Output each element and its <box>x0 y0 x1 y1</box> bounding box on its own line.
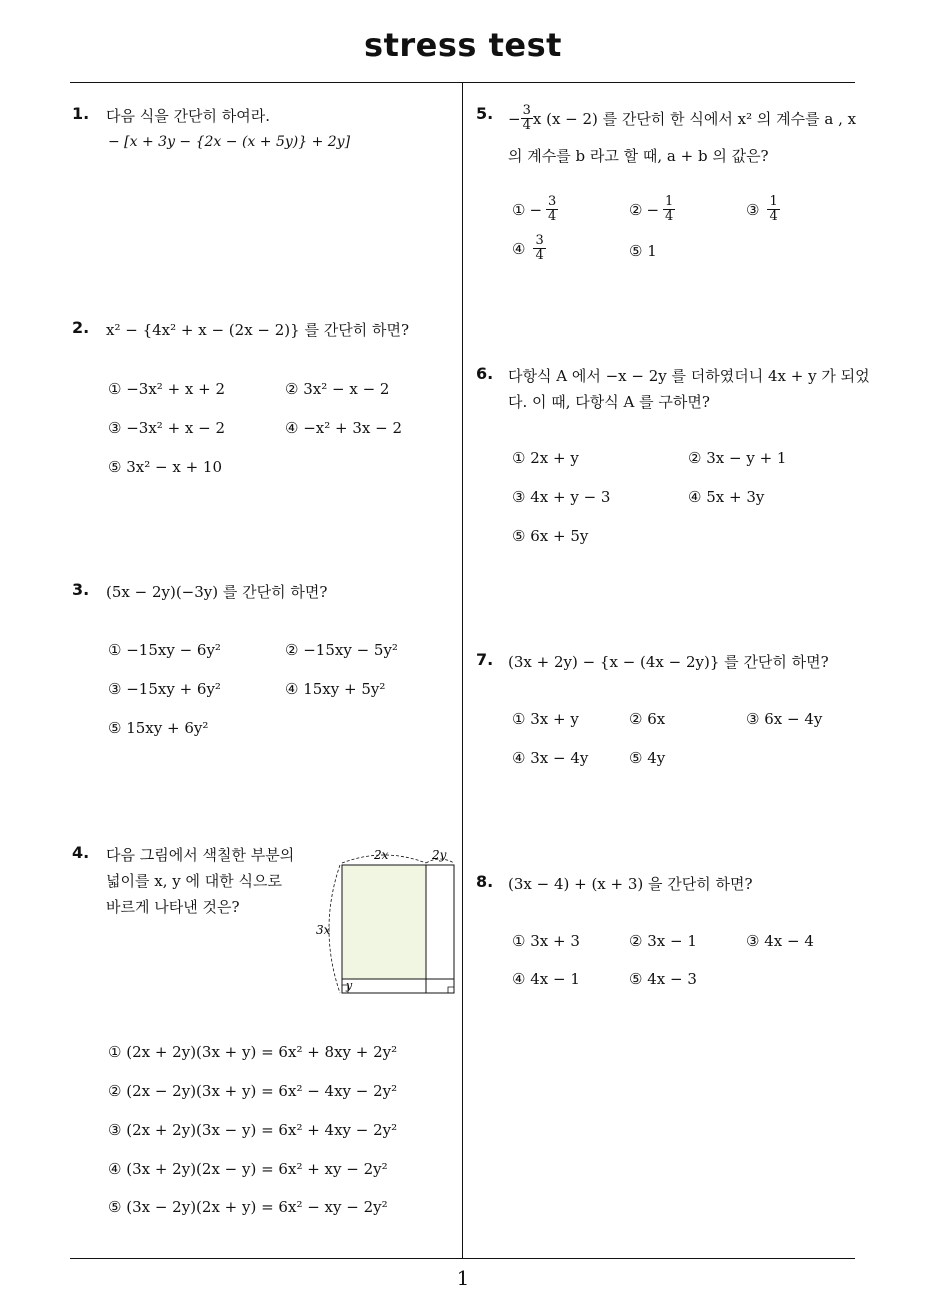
answer-option-1[interactable]: ① −15xy − 6y² <box>108 641 221 659</box>
question-number: 3. <box>72 580 90 599</box>
answer-option-4[interactable]: ④ 3x − 4y <box>512 749 589 767</box>
answer-option-3[interactable]: ③ $\frac{1}{4}$ <box>746 194 778 224</box>
answer-option-5[interactable]: ⑤ 4y <box>629 749 666 767</box>
question-text-line1 <box>508 104 856 133</box>
answer-option-2[interactable]: ② (2x − 2y)(3x + y) = 6x² − 4xy − 2y² <box>108 1082 398 1100</box>
answer-option-4[interactable]: ④ $\frac{3}{4}$ <box>512 233 544 263</box>
answer-option-4[interactable]: ④ −x² + 3x − 2 <box>285 419 403 437</box>
answer-option-3[interactable]: ③ (2x + 2y)(3x − y) = 6x² + 4xy − 2y² <box>108 1121 398 1139</box>
footer-rule <box>70 1258 855 1259</box>
answer-option-2[interactable]: ② 6x <box>629 710 666 728</box>
question-number: 8. <box>476 872 494 891</box>
question-number: 2. <box>72 318 90 337</box>
answer-option-3[interactable]: ③ 4x − 4 <box>746 932 814 950</box>
answer-option-3[interactable]: ③ −3x² + x − 2 <box>108 419 226 437</box>
question-text: x² − {4x² + x − (2x − 2)} 를 간단히 하면? <box>106 321 409 339</box>
answer-option-4[interactable]: ④ (3x + 2y)(2x − y) = 6x² + xy − 2y² <box>108 1160 388 1178</box>
answer-option-2[interactable]: ② 3x² − x − 2 <box>285 380 390 398</box>
question-number: 6. <box>476 364 494 383</box>
answer-option-1[interactable]: ① 3x + y <box>512 710 579 728</box>
answer-option-3[interactable]: ③ 6x − 4y <box>746 710 823 728</box>
answer-option-2[interactable]: ② 3x − y + 1 <box>688 449 787 467</box>
column-divider <box>462 83 463 1258</box>
rectangle-figure <box>310 845 460 997</box>
answer-option-1[interactable]: ① 2x + y <box>512 449 579 467</box>
question-text-line1: 다음 그림에서 색칠한 부분의 <box>106 846 295 864</box>
question-text: (3x − 4) + (x + 3) 을 간단히 하면? <box>508 875 753 893</box>
shaded-region <box>342 865 426 979</box>
answer-option-1[interactable]: ① −3x² + x + 2 <box>108 380 226 398</box>
label-2y: 2y <box>432 848 447 862</box>
question-number: 7. <box>476 650 494 669</box>
question-text: x (x − 2) 를 간단히 한 식에서 x² 의 계수를 a , x <box>532 109 857 128</box>
question-text-line2: 의 계수를 b 라고 할 때, a + b 의 값은? <box>508 147 769 165</box>
answer-option-3[interactable]: ③ 4x + y − 3 <box>512 488 611 506</box>
fraction: $\frac{3}{4}$ <box>522 103 531 133</box>
question-text: 다음 식을 간단히 하여라. <box>106 107 270 125</box>
answer-option-5[interactable]: ⑤ 6x + 5y <box>512 527 589 545</box>
label-3x: 3x <box>316 923 331 937</box>
answer-option-5[interactable]: ⑤ 15xy + 6y² <box>108 719 209 737</box>
question-number: 4. <box>72 843 90 862</box>
answer-option-5[interactable]: ⑤ 1 <box>629 242 657 260</box>
answer-option-5[interactable]: ⑤ 3x² − x + 10 <box>108 458 222 476</box>
minus-sign: − <box>508 109 521 128</box>
question-number: 5. <box>476 104 494 123</box>
label-y: y <box>346 979 353 992</box>
question-text: (5x − 2y)(−3y) 를 간단히 하면? <box>106 583 328 601</box>
page-title: stress test <box>364 26 562 64</box>
question-text-line2: 넓이를 x, y 에 대한 식으로 <box>106 872 282 890</box>
question-number: 1. <box>72 104 90 123</box>
question-text-line3: 바르게 나타낸 것은? <box>106 898 240 916</box>
answer-option-1[interactable]: ① 3x + 3 <box>512 932 580 950</box>
answer-option-1[interactable]: ① − $\frac{3}{4}$ <box>512 194 557 224</box>
answer-option-4[interactable]: ④ 5x + 3y <box>688 488 765 506</box>
question-expression: − [x + 3y − {2x − (x + 5y)} + 2y] <box>108 134 351 150</box>
answer-option-5[interactable]: ⑤ (3x − 2y)(2x + y) = 6x² − xy − 2y² <box>108 1198 388 1216</box>
answer-option-4[interactable]: ④ 4x − 1 <box>512 970 580 988</box>
question-text: (3x + 2y) − {x − (4x − 2y)} 를 간단히 하면? <box>508 653 829 671</box>
label-2x: 2x <box>374 848 389 862</box>
answer-option-1[interactable]: ① (2x + 2y)(3x + y) = 6x² + 8xy + 2y² <box>108 1043 398 1061</box>
answer-option-2[interactable]: ② −15xy − 5y² <box>285 641 398 659</box>
answer-option-2[interactable]: ② − $\frac{1}{4}$ <box>629 194 674 224</box>
answer-option-5[interactable]: ⑤ 4x − 3 <box>629 970 697 988</box>
question-text-line1: 다항식 A 에서 −x − 2y 를 더하였더니 4x + y 가 되었 <box>508 367 870 385</box>
question-text-line2: 다. 이 때, 다항식 A 를 구하면? <box>508 393 710 411</box>
answer-option-2[interactable]: ② 3x − 1 <box>629 932 697 950</box>
answer-option-4[interactable]: ④ 15xy + 5y² <box>285 680 386 698</box>
answer-option-3[interactable]: ③ −15xy + 6y² <box>108 680 221 698</box>
page-number: 1 <box>456 1266 470 1290</box>
